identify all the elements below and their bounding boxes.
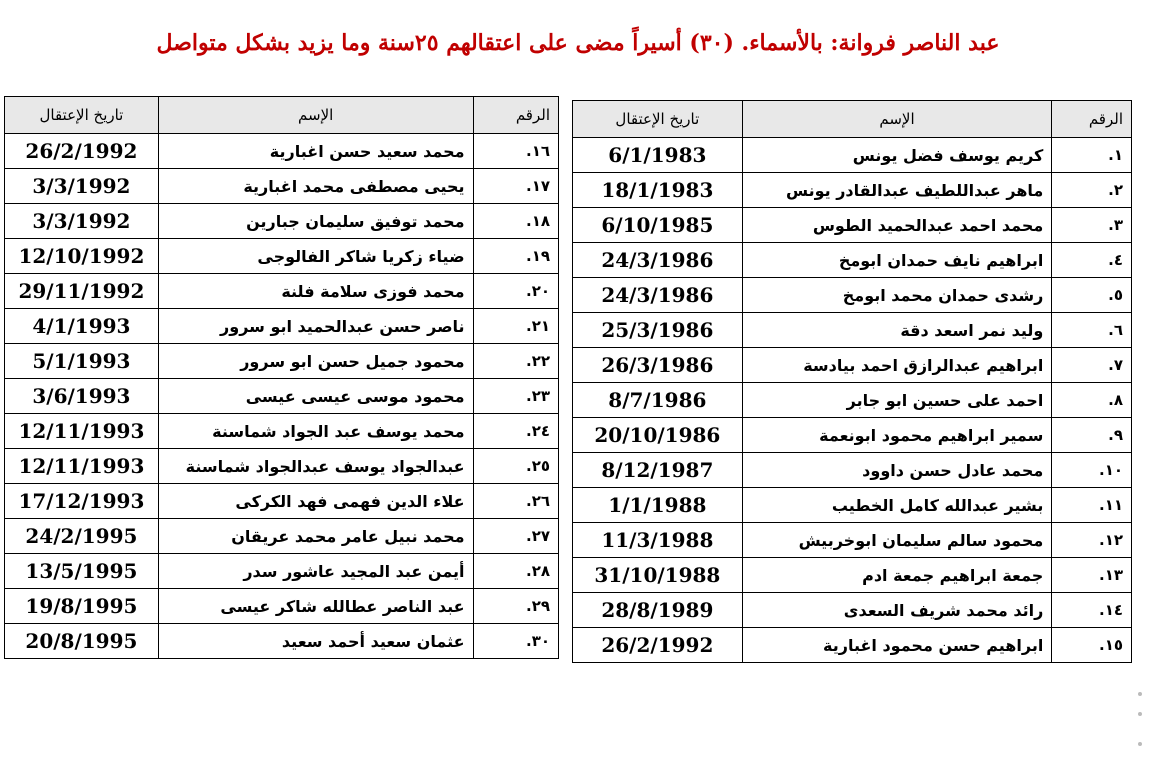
prisoner-name: سمير ابراهيم محمود ابونعمة (742, 418, 1052, 453)
arrest-date: 12/11/1993 (5, 449, 159, 484)
row-number: ٢١. (473, 309, 558, 344)
table-row (5, 274, 559, 309)
prisoners-table-left (4, 96, 559, 659)
arrest-date: 29/11/1992 (5, 274, 159, 309)
row-number: ٣. (1052, 208, 1132, 243)
arrest-date: 5/1/1993 (5, 344, 159, 379)
row-number: ٩. (1052, 418, 1132, 453)
prisoner-name: ابراهيم حسن محمود اغبارية (742, 628, 1052, 663)
header-name: الإسم (742, 101, 1052, 138)
table-row (573, 383, 1132, 418)
arrest-date: 8/7/1986 (573, 383, 743, 418)
table-row (5, 344, 559, 379)
table-row (573, 313, 1132, 348)
arrest-date: 24/3/1986 (573, 243, 743, 278)
row-number: ٢٦. (473, 484, 558, 519)
table-row (5, 309, 559, 344)
table-row (5, 204, 559, 239)
table-row (5, 449, 559, 484)
table-row (573, 208, 1132, 243)
table-row (5, 414, 559, 449)
table-body-right (573, 138, 1132, 663)
row-number: ٢٩. (473, 589, 558, 624)
prisoner-name: بشير عبدالله كامل الخطيب (742, 488, 1052, 523)
prisoner-name: رشدى حمدان محمد ابومخ (742, 278, 1052, 313)
prisoner-name: محمد احمد عبدالحميد الطوس (742, 208, 1052, 243)
table-header-row (5, 97, 559, 134)
row-number: ٢٢. (473, 344, 558, 379)
table-row (573, 173, 1132, 208)
arrest-date: 3/6/1993 (5, 379, 159, 414)
arrest-date: 25/3/1986 (573, 313, 743, 348)
prisoner-name: محمود سالم سليمان ابوخربيش (742, 523, 1052, 558)
prisoner-name: أيمن عبد المجيد عاشور سدر (158, 554, 473, 589)
arrest-date: 3/3/1992 (5, 169, 159, 204)
table-row (573, 593, 1132, 628)
table-header-row (573, 101, 1132, 138)
table-row (5, 379, 559, 414)
table-row (5, 134, 559, 169)
table-row (5, 519, 559, 554)
row-number: ١٠. (1052, 453, 1132, 488)
arrest-date: 13/5/1995 (5, 554, 159, 589)
arrest-date: 1/1/1988 (573, 488, 743, 523)
prisoner-name: كريم يوسف فضل يونس (742, 138, 1052, 173)
row-number: ١٤. (1052, 593, 1132, 628)
header-number: الرقم (473, 97, 558, 134)
prisoner-name: ابراهيم نايف حمدان ابومخ (742, 243, 1052, 278)
arrest-date: 11/3/1988 (573, 523, 743, 558)
header-name: الإسم (158, 97, 473, 134)
prisoner-name: ابراهيم عبدالرازق احمد بيادسة (742, 348, 1052, 383)
prisoner-name: احمد على حسين ابو جابر (742, 383, 1052, 418)
scroll-marker (1138, 692, 1142, 696)
arrest-date: 17/12/1993 (5, 484, 159, 519)
row-number: ٢٣. (473, 379, 558, 414)
arrest-date: 26/3/1986 (573, 348, 743, 383)
scroll-marker (1138, 742, 1142, 746)
prisoner-name: عبد الناصر عطالله شاكر عيسى (158, 589, 473, 624)
table-row (5, 169, 559, 204)
table-row (5, 554, 559, 589)
header-number: الرقم (1052, 101, 1132, 138)
row-number: ١٨. (473, 204, 558, 239)
prisoner-name: يحيى مصطفى محمد اغبارية (158, 169, 473, 204)
table-row (5, 239, 559, 274)
row-number: ٣٠. (473, 624, 558, 659)
prisoner-name: جمعة ابراهيم جمعة ادم (742, 558, 1052, 593)
row-number: ١٣. (1052, 558, 1132, 593)
arrest-date: 8/12/1987 (573, 453, 743, 488)
prisoner-name: محمد توفيق سليمان جبارين (158, 204, 473, 239)
table-row (573, 138, 1132, 173)
prisoner-name: محمد نبيل عامر محمد عريقان (158, 519, 473, 554)
prisoner-name: محمد سعيد حسن اغبارية (158, 134, 473, 169)
prisoner-name: عثمان سعيد أحمد سعيد (158, 624, 473, 659)
row-number: ١١. (1052, 488, 1132, 523)
table-row (573, 628, 1132, 663)
table-row (573, 558, 1132, 593)
prisoner-name: محمود جميل حسن ابو سرور (158, 344, 473, 379)
row-number: ٢٧. (473, 519, 558, 554)
table-row (573, 488, 1132, 523)
table-body-left (5, 134, 559, 659)
table-row (573, 243, 1132, 278)
prisoners-table-right (572, 100, 1132, 663)
table-row (5, 589, 559, 624)
arrest-date: 19/8/1995 (5, 589, 159, 624)
table-row (573, 453, 1132, 488)
row-number: ١٩. (473, 239, 558, 274)
prisoner-name: محمود موسى عيسى عيسى (158, 379, 473, 414)
prisoner-name: محمد عادل حسن داوود (742, 453, 1052, 488)
arrest-date: 4/1/1993 (5, 309, 159, 344)
arrest-date: 24/3/1986 (573, 278, 743, 313)
prisoner-name: رائد محمد شريف السعدى (742, 593, 1052, 628)
row-number: ١. (1052, 138, 1132, 173)
row-number: ١٦. (473, 134, 558, 169)
row-number: ٨. (1052, 383, 1132, 418)
arrest-date: 24/2/1995 (5, 519, 159, 554)
table-row (5, 624, 559, 659)
arrest-date: 12/10/1992 (5, 239, 159, 274)
prisoner-name: وليد نمر اسعد دقة (742, 313, 1052, 348)
prisoner-name: محمد فوزى سلامة فلنة (158, 274, 473, 309)
row-number: ٤. (1052, 243, 1132, 278)
arrest-date: 18/1/1983 (573, 173, 743, 208)
table-row (573, 278, 1132, 313)
arrest-date: 20/8/1995 (5, 624, 159, 659)
prisoner-name: ناصر حسن عبدالحميد ابو سرور (158, 309, 473, 344)
arrest-date: 20/10/1986 (573, 418, 743, 453)
arrest-date: 26/2/1992 (573, 628, 743, 663)
prisoner-name: ضياء زكريا شاكر الفالوجى (158, 239, 473, 274)
prisoner-name: علاء الدين فهمى فهد الكركى (158, 484, 473, 519)
header-date: تاريخ الإعتقال (573, 101, 743, 138)
arrest-date: 6/1/1983 (573, 138, 743, 173)
page-title: عبد الناصر فروانة: بالأسماء. (٣٠) أسيراً مضى على اعتقالهم ٢٥سنة وما يزيد بشكل متواصل (156, 30, 1000, 56)
arrest-date: 3/3/1992 (5, 204, 159, 239)
row-number: ١٢. (1052, 523, 1132, 558)
row-number: ١٥. (1052, 628, 1132, 663)
prisoner-name: عبدالجواد يوسف عبدالجواد شماسنة (158, 449, 473, 484)
row-number: ٧. (1052, 348, 1132, 383)
table-row (5, 484, 559, 519)
header-date: تاريخ الإعتقال (5, 97, 159, 134)
row-number: ٢٥. (473, 449, 558, 484)
row-number: ٢٨. (473, 554, 558, 589)
table-row (573, 523, 1132, 558)
prisoner-name: محمد يوسف عبد الجواد شماسنة (158, 414, 473, 449)
row-number: ١٧. (473, 169, 558, 204)
row-number: ٦. (1052, 313, 1132, 348)
row-number: ٥. (1052, 278, 1132, 313)
arrest-date: 6/10/1985 (573, 208, 743, 243)
table-row (573, 348, 1132, 383)
prisoner-name: ماهر عبداللطيف عبدالقادر يونس (742, 173, 1052, 208)
table-row (573, 418, 1132, 453)
arrest-date: 12/11/1993 (5, 414, 159, 449)
arrest-date: 28/8/1989 (573, 593, 743, 628)
row-number: ٢٤. (473, 414, 558, 449)
arrest-date: 31/10/1988 (573, 558, 743, 593)
row-number: ٢. (1052, 173, 1132, 208)
scroll-marker (1138, 712, 1142, 716)
row-number: ٢٠. (473, 274, 558, 309)
arrest-date: 26/2/1992 (5, 134, 159, 169)
